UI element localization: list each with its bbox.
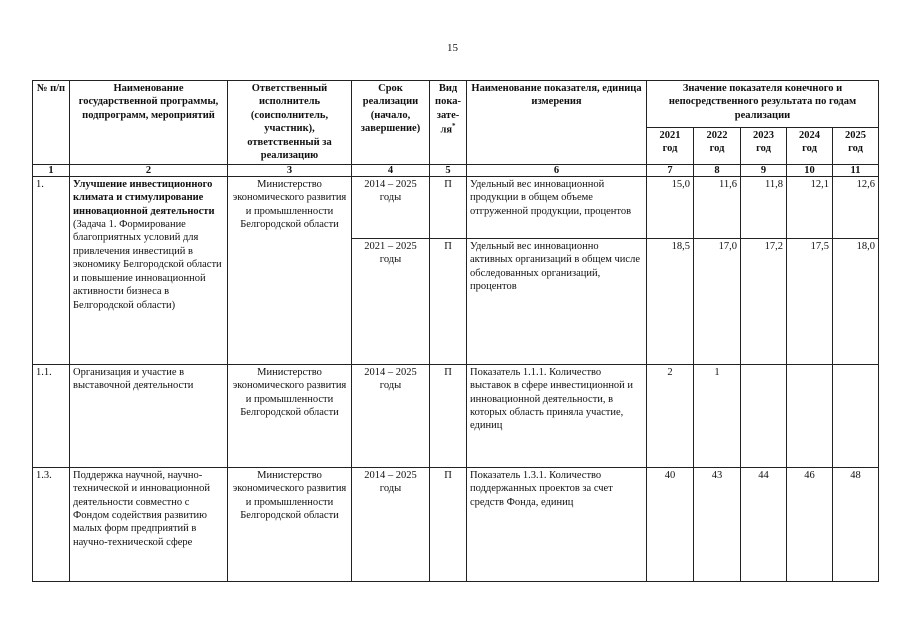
term: 2014 – 2025 годы — [352, 176, 430, 238]
responsible-executor: Министерство экономического развития и промышленности Белгородской области — [228, 467, 352, 581]
row-number: 1.3. — [33, 467, 70, 581]
row-number: 1. — [33, 176, 70, 364]
responsible-executor: Министерство экономического развития и промышленности Белгородской области — [228, 176, 352, 364]
header-responsible: Ответственный исполнитель (соисполнитель, участник), ответственный за реализацию — [228, 81, 352, 165]
header-term: Срок реализации (начало, завершение) — [352, 81, 430, 165]
measure-name: Организация и участие в выставочной деятельности — [70, 364, 228, 467]
indicator-type: П — [430, 176, 467, 238]
indicator-name: Удельный вес инновационной продукции в общем объеме отгруженной продукции, процентов — [467, 176, 647, 238]
column-number: 8 — [694, 164, 741, 176]
term: 2014 – 2025 годы — [352, 364, 430, 467]
year-unit: год — [709, 143, 725, 154]
value-2023: 11,8 — [741, 176, 787, 238]
year-unit: год — [802, 143, 817, 154]
header-year-2021 — [647, 127, 694, 164]
column-number: 9 — [741, 164, 787, 176]
value-2021: 2 — [647, 364, 694, 467]
indicators-table — [32, 80, 879, 582]
row-number: 1.1. — [33, 364, 70, 467]
value-2025: 48 — [833, 467, 879, 581]
header-indicator-type — [430, 81, 467, 165]
value-2025 — [833, 364, 879, 467]
value-2025: 18,0 — [833, 238, 879, 364]
year-label: 2022 — [706, 129, 728, 141]
indicator-name: Показатель 1.3.1. Количество поддержанных проектов за счет средств Фонда, единиц — [467, 467, 647, 581]
year-unit: год — [662, 143, 678, 154]
value-2022: 11,6 — [694, 176, 741, 238]
measure-name: Поддержка научной, научно-технической и инновационной деятельности совместно с Фондом содействия развитию малых форм предприятий в научно-технической сфере — [70, 467, 228, 581]
column-number: 10 — [787, 164, 833, 176]
value-2023: 17,2 — [741, 238, 787, 364]
indicator-type: П — [430, 238, 467, 364]
value-2024 — [787, 364, 833, 467]
value-2024: 17,5 — [787, 238, 833, 364]
program-title: Улучшение инвестиционного климата и стимулирование инновационной деятельности — [73, 178, 215, 217]
header-year-2023 — [741, 127, 787, 164]
year-label: 2024 — [799, 129, 820, 141]
indicator-type: П — [430, 467, 467, 581]
program-name — [70, 176, 228, 364]
column-number: 6 — [467, 164, 647, 176]
value-2022: 1 — [694, 364, 741, 467]
header-year-2025 — [833, 127, 879, 164]
year-unit: год — [848, 143, 863, 154]
year-label: 2023 — [753, 129, 774, 141]
header-values: Значение показателя конечного и непосредственного результата по годам реализации — [647, 81, 879, 128]
header-indicator-type-label: Вид пока-зате-ля — [435, 83, 461, 136]
indicator-name: Удельный вес инновационно активных организаций в общем числе обследованных организаций, процентов — [467, 238, 647, 364]
year-label: 2025 — [845, 129, 866, 141]
page-number: 15 — [447, 42, 458, 54]
value-2021: 15,0 — [647, 176, 694, 238]
header-indicator-name: Наименование показателя, единица измерения — [467, 81, 647, 165]
table-row — [33, 467, 879, 581]
value-2025: 12,6 — [833, 176, 879, 238]
header-year-2024 — [787, 127, 833, 164]
value-2021: 40 — [647, 467, 694, 581]
footnote-star: * — [452, 122, 456, 131]
term: 2014 – 2025 годы — [352, 467, 430, 581]
column-number: 3 — [228, 164, 352, 176]
column-numbers-row — [33, 164, 879, 176]
value-2024: 46 — [787, 467, 833, 581]
term: 2021 – 2025 годы — [352, 238, 430, 364]
column-number: 1 — [33, 164, 70, 176]
indicator-type: П — [430, 364, 467, 467]
value-2023 — [741, 364, 787, 467]
table-row — [33, 176, 879, 238]
value-2024: 12,1 — [787, 176, 833, 238]
column-number: 4 — [352, 164, 430, 176]
responsible-executor: Министерство экономического развития и промышленности Белгородской области — [228, 364, 352, 467]
header-number: № п/п — [33, 81, 70, 165]
value-2022: 43 — [694, 467, 741, 581]
header-year-2022 — [694, 127, 741, 164]
value-2023: 44 — [741, 467, 787, 581]
year-unit: год — [756, 143, 771, 154]
indicator-name: Показатель 1.1.1. Количество выставок в сфере инвестиционной и инновационной деятельности, в которых область приняла участие, единиц — [467, 364, 647, 467]
program-task: (Задача 1. Формирование благоприятных условий для привлечения инвестиций в экономику Белгородской области и повышение инновационной активности бизнеса в Белгородской области) — [73, 218, 222, 311]
column-number: 2 — [70, 164, 228, 176]
column-number: 11 — [833, 164, 879, 176]
table-row — [33, 364, 879, 467]
value-2021: 18,5 — [647, 238, 694, 364]
column-number: 5 — [430, 164, 467, 176]
year-label: 2021 — [659, 129, 681, 141]
value-2022: 17,0 — [694, 238, 741, 364]
header-program-name: Наименование государственной программы, подпрограмм, мероприятий — [70, 81, 228, 165]
column-number: 7 — [647, 164, 694, 176]
